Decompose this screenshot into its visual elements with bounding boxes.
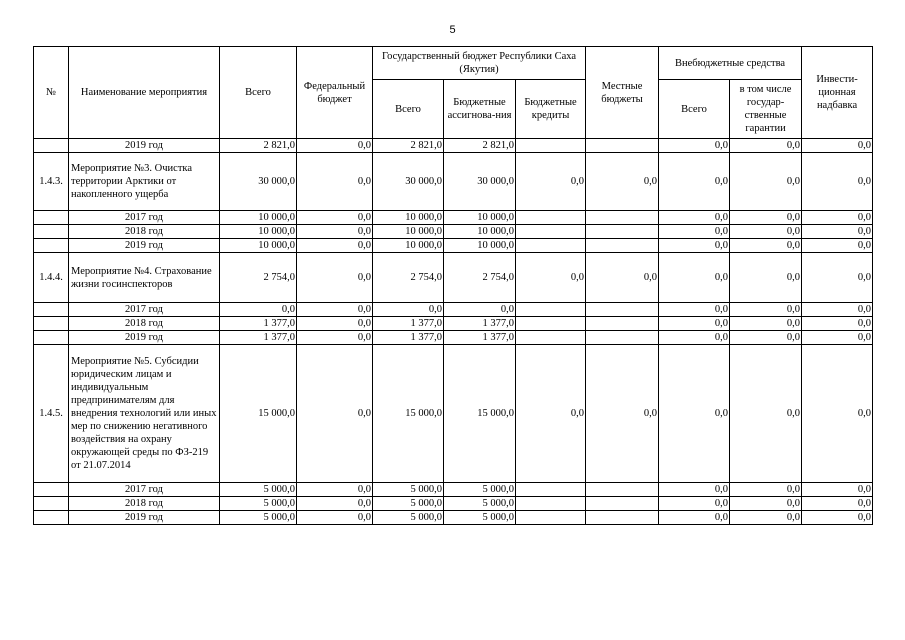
value-cell: 10 000,0 (444, 239, 516, 253)
measure-row (34, 153, 873, 211)
row-number: 1.4.4. (34, 253, 69, 303)
value-cell: 0,0 (802, 239, 873, 253)
value-cell: 1 377,0 (444, 317, 516, 331)
value-cell: 0,0 (586, 253, 659, 303)
header-name: Наименование мероприятия (69, 47, 220, 139)
value-cell: 0,0 (297, 211, 373, 225)
value-cell (586, 497, 659, 511)
row-number (34, 239, 69, 253)
value-cell: 10 000,0 (220, 225, 297, 239)
value-cell: 0,0 (516, 153, 586, 211)
year-row (34, 211, 873, 225)
value-cell: 2 754,0 (220, 253, 297, 303)
value-cell: 5 000,0 (220, 511, 297, 525)
value-cell: 2 754,0 (373, 253, 444, 303)
value-cell: 0,0 (297, 139, 373, 153)
row-number (34, 511, 69, 525)
value-cell: 10 000,0 (444, 225, 516, 239)
value-cell (586, 483, 659, 497)
value-cell: 5 000,0 (373, 483, 444, 497)
header-local: Местные бюджеты (586, 47, 659, 139)
value-cell: 15 000,0 (220, 345, 297, 483)
year-row (34, 317, 873, 331)
value-cell: 0,0 (659, 211, 730, 225)
header-extra-guarantees: в том числе государ-ственные гарантии (730, 80, 802, 139)
value-cell: 0,0 (659, 317, 730, 331)
value-cell: 0,0 (659, 139, 730, 153)
year-label: 2018 год (69, 317, 220, 331)
value-cell: 0,0 (802, 511, 873, 525)
year-label: 2019 год (69, 139, 220, 153)
value-cell (586, 317, 659, 331)
value-cell: 2 821,0 (373, 139, 444, 153)
value-cell: 5 000,0 (444, 511, 516, 525)
row-number (34, 303, 69, 317)
row-number (34, 211, 69, 225)
year-label: 2019 год (69, 239, 220, 253)
value-cell (586, 225, 659, 239)
year-label: 2019 год (69, 331, 220, 345)
value-cell: 0,0 (659, 239, 730, 253)
value-cell: 10 000,0 (373, 211, 444, 225)
value-cell: 0,0 (659, 497, 730, 511)
value-cell: 0,0 (802, 345, 873, 483)
value-cell (516, 225, 586, 239)
value-cell: 5 000,0 (373, 511, 444, 525)
value-cell: 0,0 (802, 331, 873, 345)
table-body (34, 139, 873, 525)
value-cell: 0,0 (659, 345, 730, 483)
value-cell: 0,0 (586, 345, 659, 483)
header-investment: Инвести-ционная надбавка (802, 47, 873, 139)
value-cell: 1 377,0 (220, 331, 297, 345)
year-row (34, 239, 873, 253)
value-cell: 0,0 (297, 345, 373, 483)
value-cell (586, 331, 659, 345)
value-cell: 5 000,0 (444, 483, 516, 497)
value-cell: 0,0 (730, 153, 802, 211)
year-label: 2017 год (69, 303, 220, 317)
value-cell: 0,0 (516, 253, 586, 303)
header-extrabudget: Внебюджетные средства (659, 47, 802, 80)
value-cell: 0,0 (730, 345, 802, 483)
value-cell: 10 000,0 (373, 225, 444, 239)
measure-name: Мероприятие №3. Очистка территории Арктики от накопленного ущерба (69, 153, 220, 211)
value-cell: 0,0 (659, 153, 730, 211)
value-cell: 10 000,0 (220, 239, 297, 253)
value-cell (516, 483, 586, 497)
value-cell: 0,0 (802, 253, 873, 303)
measure-name: Мероприятие №5. Субсидии юридическим лицам и индивидуальным предпринимателям для внедрения технологий или иных мер по снижению негативного воздействия на охрану окружающей среды по ФЗ-219 от 21.07.2014 (69, 345, 220, 483)
value-cell: 2 821,0 (444, 139, 516, 153)
header-total: Всего (220, 47, 297, 139)
value-cell: 0,0 (802, 483, 873, 497)
value-cell (516, 317, 586, 331)
value-cell (586, 211, 659, 225)
value-cell: 0,0 (297, 317, 373, 331)
value-cell: 1 377,0 (373, 331, 444, 345)
value-cell: 0,0 (297, 153, 373, 211)
value-cell: 30 000,0 (373, 153, 444, 211)
value-cell (586, 239, 659, 253)
value-cell (516, 303, 586, 317)
value-cell: 0,0 (730, 497, 802, 511)
page-number: 5 (449, 24, 456, 36)
value-cell: 0,0 (586, 153, 659, 211)
value-cell: 0,0 (802, 497, 873, 511)
row-number: 1.4.3. (34, 153, 69, 211)
header-state-budget: Государственный бюджет Республики Саха (Якутия) (373, 47, 586, 80)
value-cell: 0,0 (802, 303, 873, 317)
year-label: 2019 год (69, 511, 220, 525)
value-cell: 1 377,0 (444, 331, 516, 345)
row-number (34, 317, 69, 331)
row-number (34, 483, 69, 497)
year-row (34, 497, 873, 511)
value-cell: 0,0 (802, 211, 873, 225)
value-cell: 0,0 (297, 225, 373, 239)
value-cell: 0,0 (802, 225, 873, 239)
year-row (34, 483, 873, 497)
value-cell: 0,0 (802, 317, 873, 331)
header-state-allocations: Бюджетные ассигнова-ния (444, 80, 516, 139)
value-cell: 0,0 (297, 497, 373, 511)
row-number (34, 497, 69, 511)
value-cell: 0,0 (802, 153, 873, 211)
value-cell (516, 211, 586, 225)
value-cell: 30 000,0 (444, 153, 516, 211)
value-cell: 0,0 (730, 317, 802, 331)
value-cell: 0,0 (659, 511, 730, 525)
value-cell: 0,0 (730, 225, 802, 239)
value-cell (586, 139, 659, 153)
value-cell: 0,0 (730, 239, 802, 253)
measure-row (34, 253, 873, 303)
year-label: 2017 год (69, 211, 220, 225)
value-cell: 0,0 (444, 303, 516, 317)
measure-name: Мероприятие №4. Страхование жизни госинспекторов (69, 253, 220, 303)
value-cell: 0,0 (730, 511, 802, 525)
value-cell (586, 511, 659, 525)
value-cell: 1 377,0 (220, 317, 297, 331)
value-cell: 5 000,0 (444, 497, 516, 511)
row-number (34, 331, 69, 345)
value-cell (586, 303, 659, 317)
value-cell: 0,0 (659, 253, 730, 303)
row-number: 1.4.5. (34, 345, 69, 483)
value-cell (516, 497, 586, 511)
value-cell: 0,0 (659, 483, 730, 497)
value-cell: 15 000,0 (373, 345, 444, 483)
budget-table (33, 46, 873, 525)
value-cell: 0,0 (516, 345, 586, 483)
year-label: 2018 год (69, 225, 220, 239)
year-row (34, 511, 873, 525)
value-cell: 0,0 (730, 483, 802, 497)
value-cell: 0,0 (297, 511, 373, 525)
value-cell: 10 000,0 (444, 211, 516, 225)
value-cell: 0,0 (659, 225, 730, 239)
header-federal: Федеральный бюджет (297, 47, 373, 139)
value-cell: 0,0 (297, 483, 373, 497)
header-no: № (34, 47, 69, 139)
value-cell (516, 239, 586, 253)
value-cell: 0,0 (659, 331, 730, 345)
value-cell (516, 139, 586, 153)
year-label: 2018 год (69, 497, 220, 511)
value-cell: 0,0 (730, 331, 802, 345)
value-cell: 0,0 (297, 253, 373, 303)
header-extra-total: Всего (659, 80, 730, 139)
row-number (34, 225, 69, 239)
value-cell: 5 000,0 (220, 497, 297, 511)
value-cell: 0,0 (730, 211, 802, 225)
value-cell (516, 331, 586, 345)
value-cell: 1 377,0 (373, 317, 444, 331)
header-state-total: Всего (373, 80, 444, 139)
measure-row (34, 345, 873, 483)
value-cell: 0,0 (730, 303, 802, 317)
row-number (34, 139, 69, 153)
value-cell: 5 000,0 (220, 483, 297, 497)
value-cell: 30 000,0 (220, 153, 297, 211)
value-cell: 0,0 (373, 303, 444, 317)
value-cell: 0,0 (220, 303, 297, 317)
value-cell (516, 511, 586, 525)
value-cell: 0,0 (802, 139, 873, 153)
year-row (34, 139, 873, 153)
value-cell: 5 000,0 (373, 497, 444, 511)
value-cell: 0,0 (297, 331, 373, 345)
year-row (34, 225, 873, 239)
year-row (34, 331, 873, 345)
value-cell: 0,0 (730, 253, 802, 303)
value-cell: 10 000,0 (220, 211, 297, 225)
value-cell: 15 000,0 (444, 345, 516, 483)
value-cell: 10 000,0 (373, 239, 444, 253)
value-cell: 2 821,0 (220, 139, 297, 153)
value-cell: 2 754,0 (444, 253, 516, 303)
header-state-credits: Бюджетные кредиты (516, 80, 586, 139)
value-cell: 0,0 (297, 303, 373, 317)
year-row (34, 303, 873, 317)
value-cell: 0,0 (297, 239, 373, 253)
value-cell: 0,0 (659, 303, 730, 317)
year-label: 2017 год (69, 483, 220, 497)
value-cell: 0,0 (730, 139, 802, 153)
